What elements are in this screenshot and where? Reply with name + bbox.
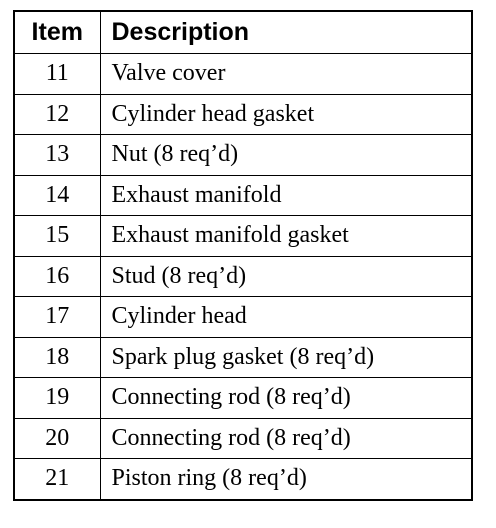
item-number-cell: 11	[14, 54, 100, 95]
item-number-cell: 19	[14, 378, 100, 419]
table-row	[14, 459, 472, 500]
item-description-cell: Piston ring (8 req’d)	[100, 459, 472, 500]
table-row	[14, 337, 472, 378]
table-row	[14, 175, 472, 216]
table-row	[14, 216, 472, 257]
item-number-cell: 21	[14, 459, 100, 500]
table-header-row	[14, 11, 472, 54]
table-row	[14, 94, 472, 135]
column-header-description: Description	[100, 11, 472, 54]
item-number-cell: 13	[14, 135, 100, 176]
item-description-cell: Cylinder head	[100, 297, 472, 338]
item-number-cell: 14	[14, 175, 100, 216]
table-row	[14, 418, 472, 459]
table-row	[14, 135, 472, 176]
parts-table	[13, 10, 473, 501]
item-number-cell: 15	[14, 216, 100, 257]
item-description-cell: Connecting rod (8 req’d)	[100, 378, 472, 419]
table-row	[14, 256, 472, 297]
item-number-cell: 18	[14, 337, 100, 378]
table-body	[14, 54, 472, 500]
item-number-cell: 12	[14, 94, 100, 135]
item-description-cell: Stud (8 req’d)	[100, 256, 472, 297]
table-row	[14, 297, 472, 338]
item-number-cell: 16	[14, 256, 100, 297]
item-number-cell: 17	[14, 297, 100, 338]
item-description-cell: Spark plug gasket (8 req’d)	[100, 337, 472, 378]
item-description-cell: Cylinder head gasket	[100, 94, 472, 135]
item-description-cell: Connecting rod (8 req’d)	[100, 418, 472, 459]
table-row	[14, 54, 472, 95]
column-header-item: Item	[14, 11, 100, 54]
item-description-cell: Valve cover	[100, 54, 472, 95]
item-description-cell: Exhaust manifold gasket	[100, 216, 472, 257]
table-row	[14, 378, 472, 419]
item-description-cell: Exhaust manifold	[100, 175, 472, 216]
item-description-cell: Nut (8 req’d)	[100, 135, 472, 176]
item-number-cell: 20	[14, 418, 100, 459]
